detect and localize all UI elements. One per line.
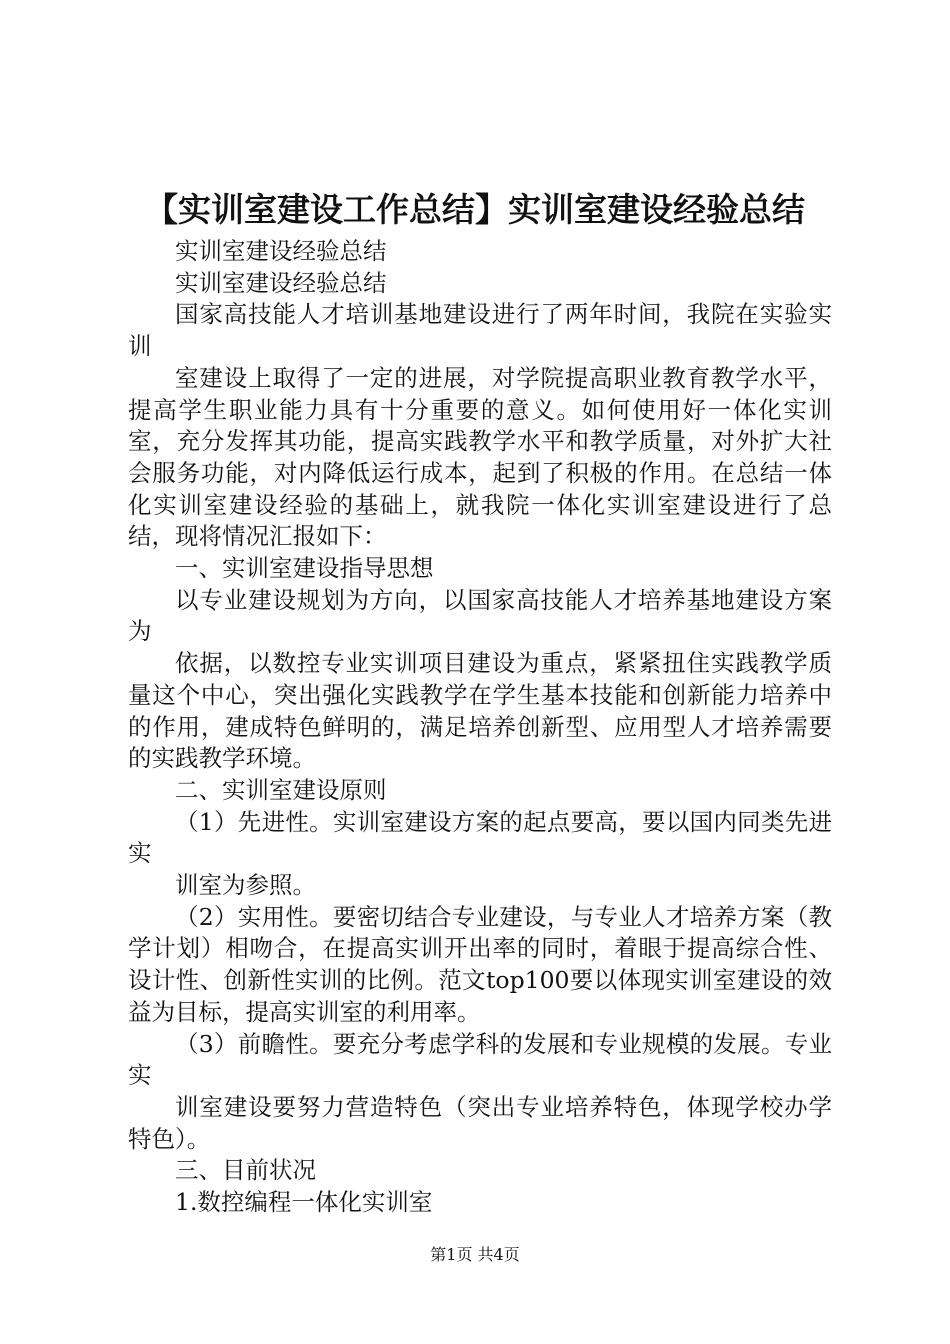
paragraph: 依据，以数控专业实训项目建设为重点，紧紧扭住实践教学质量这个中心，突出强化实践教学在学生基本技能和创新能力培养中的作用，建成特色鲜明的，满足培养创新型、应用型人才培养需要的实践教学环境。 (128, 649, 832, 773)
document-body (128, 236, 832, 1219)
paragraph: （2）实用性。要密切结合专业建设，与专业人才培养方案（教学计划）相吻合，在提高实训开出率的同时，着眼于提高综合性、设计性、创新性实训的比例。范文top100要以体现实训室建设的效益为目标，提高实训室的利用率。 (128, 902, 832, 1026)
section-heading: 二、实训室建设原则 (175, 775, 387, 804)
paragraph: （3）前瞻性。要充分考虑学科的发展和专业规模的发展。专业实 (128, 1029, 832, 1090)
section-heading: 一、实训室建设指导思想 (175, 554, 434, 583)
paragraph: 实训室建设经验总结 (175, 268, 387, 297)
paragraph: （1）先进性。实训室建设方案的起点要高，要以国内同类先进实 (128, 807, 832, 868)
paragraph: 室建设上取得了一定的进展，对学院提高职业教育教学水平，提高学生职业能力具有十分重要的意义。如何使用好一体化实训室，充分发挥其功能，提高实践教学水平和教学质量，对外扩大社会服务功能，对内降低运行成本，起到了积极的作用。在总结一体化实训室建设经验的基础上，就我院一体化实训室建设进行了总结，现将情况汇报如下： (128, 363, 832, 551)
subsection-heading: 1.数控编程一体化实训室 (175, 1188, 433, 1217)
page-number: 第1页 共4页 (430, 1245, 520, 1264)
document-title: 【实训室建设工作总结】实训室建设经验总结 (145, 190, 805, 229)
paragraph: 国家高技能人才培训基地建设进行了两年时间，我院在实验实训 (128, 300, 832, 361)
paragraph: 训室建设要努力营造特色（突出专业培养特色，体现学校办学特色）。 (128, 1092, 832, 1153)
paragraph: 训室为参照。 (175, 871, 316, 900)
paragraph: 以专业建设规划为方向，以国家高技能人才培养基地建设方案为 (128, 585, 832, 646)
section-heading: 三、目前状况 (175, 1156, 316, 1185)
paragraph: 实训室建设经验总结 (175, 237, 387, 265)
